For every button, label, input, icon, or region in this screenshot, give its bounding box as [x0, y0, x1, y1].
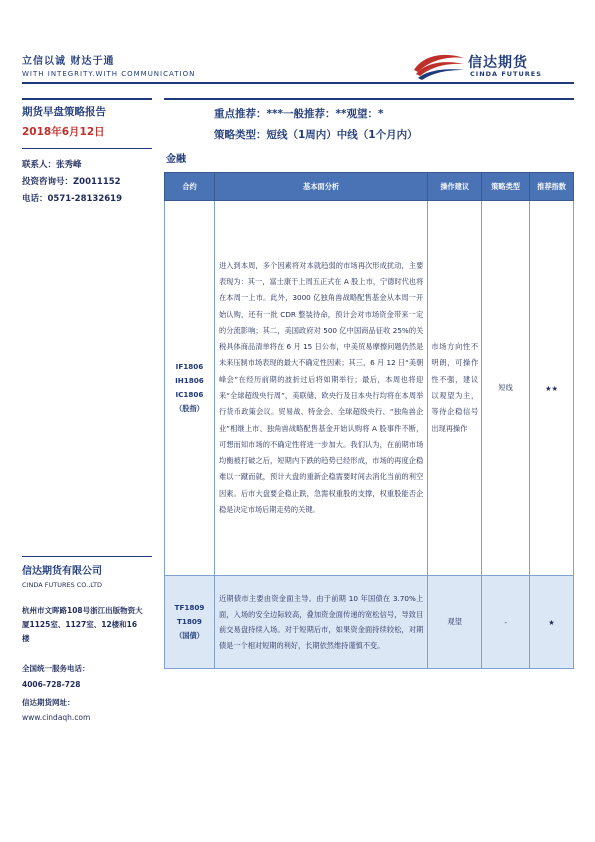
recommendation-legend: 重点推荐：***一般推荐：**观望：*	[214, 108, 384, 120]
header-divider	[22, 82, 574, 84]
rating-cell: ★★	[530, 201, 574, 576]
rating-cell: ★	[530, 576, 574, 669]
sidebar-company-divider	[22, 556, 152, 557]
table-row	[165, 201, 574, 576]
header-contract: 合约	[165, 173, 215, 201]
sidebar-divider	[22, 148, 152, 149]
table-row	[165, 576, 574, 669]
operation-cell: 市场方向性不明朗，可操作性不强，建议以观望为主，等待企稳信号出现再操作	[428, 201, 482, 576]
strategy-type-legend: 策略类型：短线（1周内）中线（1个月内）	[214, 129, 418, 141]
operation-cell: 观望	[428, 576, 482, 669]
hotline-number[interactable]: 4006-728-728	[22, 680, 81, 689]
website-label: 信达期货网址：	[22, 698, 75, 707]
contract-code: IC1806	[175, 390, 204, 399]
contact-phone: 电话：0571-28132619	[22, 194, 122, 204]
cinda-logo-icon	[412, 50, 466, 82]
analysis-cell: 进入到本周，多个因素将对本就趋弱的市场再次形成扰动，主要表现为：其一，富士康于上周五正式在 A 股上市，宁德时代也将在本周一上市。此外，3000 亿独角兽战略配售基金从本周一开始认购，还有一批 CDR 整装待命，预计会对市场资金带来一定的分流影响；其二，美国政府对 500 亿中国商品征收 25%的关税具体商品清单将在 6 月 15 日公布，中美贸易摩擦问题仍然是未来压制市场表现的最大不确定性因素；其三，6 月 12 日“美朝峰会”在经历前期的波折过后将如期举行；最后，本周也将迎来“全球超级央行周”，美联储、欧央行及日本央行均将在本周举行货币政策会议。贸易战、特金会、全球超级央行、“独角兽企业”相继上市、独角兽战略配售基金开始认购将 A 股事件不断，可想而知市场的不确定性将进一步加大。我们认为，在前期市场均衡被打破之后，短期内下跌的趋势已经形成，市场的再度企稳难以一蹴而就，预计大盘的重新企稳需要时间去消化当前的利空因素。后市大盘要企稳止跌，急需权重股的支撑，权重股能否企稳是决定市场后期走势的关键。	[214, 201, 427, 576]
logo-text-en: CINDA FUTURES	[470, 70, 542, 78]
logo-text: 信达期货	[468, 55, 528, 71]
report-date: 2018年6月12日	[22, 126, 105, 138]
contract-category: （国债）	[175, 631, 204, 640]
contract-code: IH1806	[175, 376, 204, 385]
hotline-label: 全国统一服务电话：	[22, 664, 90, 673]
company-name-en: CINDA FUTURES CO.,LTD	[22, 581, 102, 589]
slogan: 立信以诚 财达于通	[22, 56, 115, 67]
website-link[interactable]: www.cindaqh.com	[22, 713, 91, 722]
contract-cell	[165, 576, 215, 669]
analysis-cell: 近期债市主要由资金面主导。由于前期 10 年国债在 3.70%上面，入场的安全边际较高，叠加资金面传递的宽松信号，导致目前交易盘持续入场。对于短期后市，如果资金面持续较松，对期债是一个相对短期的利好，长期依然维持谨慎不变。	[214, 576, 427, 669]
main-top-divider	[164, 98, 574, 100]
header-analysis: 基本面分析	[214, 173, 427, 201]
strategy-type-cell: -	[482, 576, 530, 669]
company-address: 杭州市文晖路108号浙江出版物资大厦1125室、1127室、12楼和16楼	[22, 606, 143, 643]
slogan-en: WITH INTEGRITY.WITH COMMUNICATION	[22, 70, 196, 78]
contract-code: TF1809	[174, 603, 205, 612]
table-header-row	[165, 173, 574, 201]
contract-category: （股指）	[175, 404, 204, 413]
license-number: 投资咨询号：Z0011152	[22, 177, 121, 187]
section-title: 金融	[166, 154, 186, 165]
contract-code: IF1806	[175, 362, 204, 371]
report-title: 期货早盘策略报告	[22, 106, 106, 118]
header-rating: 推荐指数	[530, 173, 574, 201]
header-strategy-type: 策略类型	[482, 173, 530, 201]
strategy-table	[164, 172, 574, 669]
contract-code: T1809	[177, 617, 202, 626]
sidebar-top-divider	[22, 98, 152, 100]
header-operation: 操作建议	[428, 173, 482, 201]
contact-person: 联系人：张秀峰	[22, 160, 82, 170]
company-name: 信达期货有限公司	[22, 566, 102, 577]
strategy-type-cell: 短线	[482, 201, 530, 576]
contract-cell	[165, 201, 215, 576]
